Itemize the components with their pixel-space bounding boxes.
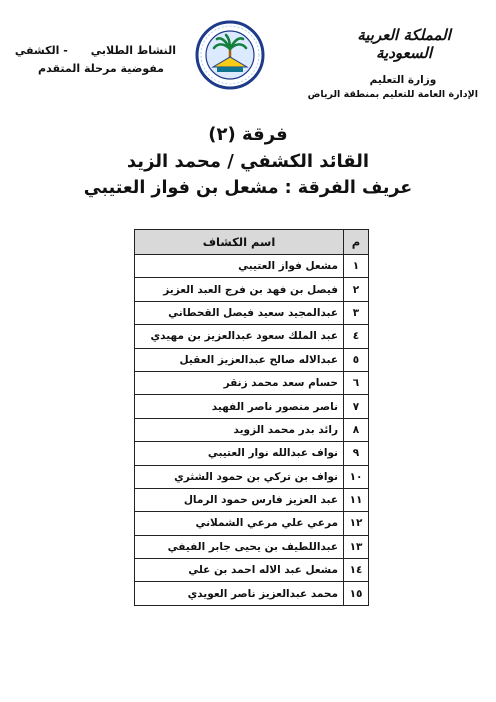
table-row	[135, 488, 369, 511]
row-number: ٩	[344, 442, 369, 465]
table-row	[135, 418, 369, 441]
scout-name: مرعي علي مرعي الشملاني	[135, 512, 344, 535]
scout-name: حسام سعد محمد زنقر	[135, 371, 344, 394]
scout-name: نواف عبدالله نوار العتيبي	[135, 442, 344, 465]
table-row	[135, 582, 369, 605]
scout-name: نواف بن تركي بن حمود الشثري	[135, 465, 344, 488]
table-row	[135, 371, 369, 394]
kingdom-title: المملكة العربية السعودية	[357, 26, 451, 62]
table-header-row	[135, 230, 369, 255]
column-header-name: اسم الكشاف	[135, 230, 344, 255]
table-row	[135, 301, 369, 324]
row-number: ١٢	[344, 512, 369, 535]
scout-name: مشعل عبد الاله احمد بن علي	[135, 559, 344, 582]
scout-name: عبد العزيز فارس حمود الرمال	[135, 488, 344, 511]
table-row	[135, 465, 369, 488]
activity-header	[14, 44, 176, 75]
education-administration: الإدارة العامة للتعليم بمنطقة الرياض	[307, 89, 478, 100]
row-number: ٢	[344, 278, 369, 301]
activity-label: النشاط الطلابي - الكشفي	[14, 44, 176, 57]
delegation-label: مفوضية مرحلة المتقدم	[38, 62, 164, 75]
row-number: ١٣	[344, 535, 369, 558]
scout-name: مشعل فواز العتيبي	[135, 255, 344, 278]
leader-title: القائد الكشفي / محمد الزيد	[126, 151, 370, 172]
scout-name: محمد عبدالعزيز ناصر العويدي	[135, 582, 344, 605]
scout-name: فيصل بن فهد بن فرج العبد العزيز	[135, 278, 344, 301]
table-row	[135, 255, 369, 278]
table-row	[135, 395, 369, 418]
scout-name: عبد الملك سعود عبدالعزيز بن مهيدي	[135, 325, 344, 348]
ministry-name: وزارة التعليم	[369, 74, 437, 86]
prefect-title: عريف الفرقة : مشعل بن فواز العتيبي	[83, 178, 413, 198]
row-number: ٤	[344, 325, 369, 348]
row-number: ٥	[344, 348, 369, 371]
scout-name: رائد بدر محمد الزويد	[135, 418, 344, 441]
row-number: ١٥	[344, 582, 369, 605]
scout-name: عبداللطيف بن يحيى جابر الفيفي	[135, 535, 344, 558]
table-row	[135, 535, 369, 558]
scout-name: عبدالمجيد سعيد فيصل القحطاني	[135, 301, 344, 324]
scouts-table	[134, 229, 369, 606]
column-header-number: م	[344, 230, 369, 255]
table-row	[135, 325, 369, 348]
table-row	[135, 278, 369, 301]
row-number: ١٠	[344, 465, 369, 488]
table-row	[135, 442, 369, 465]
row-number: ١١	[344, 488, 369, 511]
row-number: ١٤	[344, 559, 369, 582]
ministry-header	[307, 26, 478, 100]
ministry-emblem-icon	[195, 20, 265, 90]
troop-title: فرقة (٢)	[208, 124, 288, 145]
scout-name: عبدالاله صالح عبدالعزيز العقيل	[135, 348, 344, 371]
row-number: ١	[344, 255, 369, 278]
row-number: ٧	[344, 395, 369, 418]
table-row	[135, 512, 369, 535]
row-number: ٦	[344, 371, 369, 394]
row-number: ٨	[344, 418, 369, 441]
table-row	[135, 559, 369, 582]
scout-name: ناصر منصور ناصر الفهيد	[135, 395, 344, 418]
table-row	[135, 348, 369, 371]
row-number: ٣	[344, 301, 369, 324]
document-titles	[0, 124, 496, 198]
